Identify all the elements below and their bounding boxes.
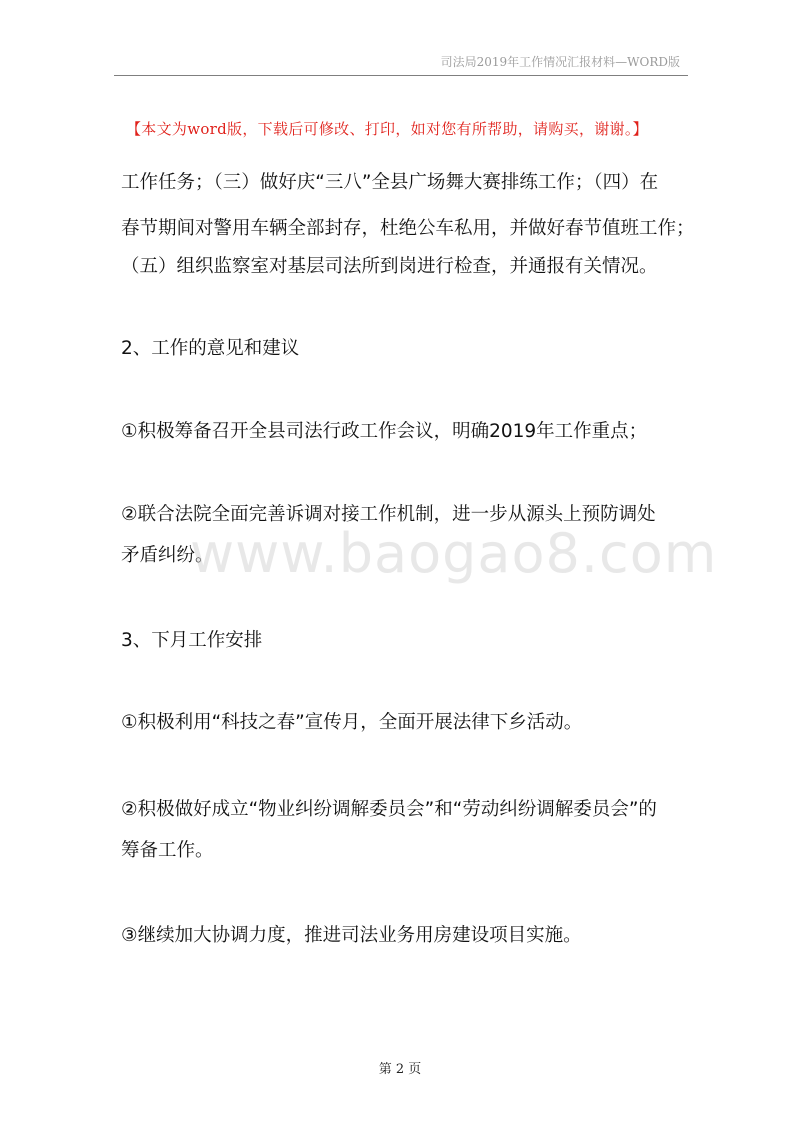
page-number: 第 2 页 — [378, 1062, 422, 1077]
purchase-notice: 【本文为word版，下载后可修改、打印，如对您有所帮助，请购买，谢谢。】 — [126, 120, 648, 138]
section-heading: 2、工作的意见和建议 — [121, 338, 300, 359]
list-item: ②积极做好成立“物业纠纷调解委员会”和“劳动纠纷调解委员会”的 — [121, 799, 657, 820]
paragraph-line: 工作任务；（三）做好庆“三八”全县广场舞大赛排练工作；（四）在 — [121, 172, 659, 193]
list-item: ③继续加大协调力度，推进司法业务用房建设项目实施。 — [121, 925, 582, 946]
header-divider — [114, 75, 688, 76]
section-heading: 3、下月工作安排 — [121, 630, 263, 651]
paragraph-line: （五）组织监察室对基层司法所到岗进行检查，并通报有关情况。 — [121, 256, 658, 277]
list-item: ①积极筹备召开全县司法行政工作会议，明确2019年工作重点； — [121, 421, 648, 442]
list-item-continuation: 矛盾纠纷。 — [121, 545, 214, 566]
list-item-continuation: 筹备工作。 — [121, 840, 214, 861]
list-item: ②联合法院全面完善诉调对接工作机制，进一步从源头上预防调处 — [121, 504, 656, 525]
page-header: 司法局2019年工作情况汇报材料—WORD版 — [440, 55, 680, 69]
watermark: www.baogao8.com — [190, 522, 718, 585]
list-item: ①积极利用“科技之春”宣传月，全面开展法律下乡活动。 — [121, 712, 583, 733]
paragraph-line: 春节期间对警用车辆全部封存，杜绝公车私用，并做好春节值班工作； — [121, 218, 695, 239]
